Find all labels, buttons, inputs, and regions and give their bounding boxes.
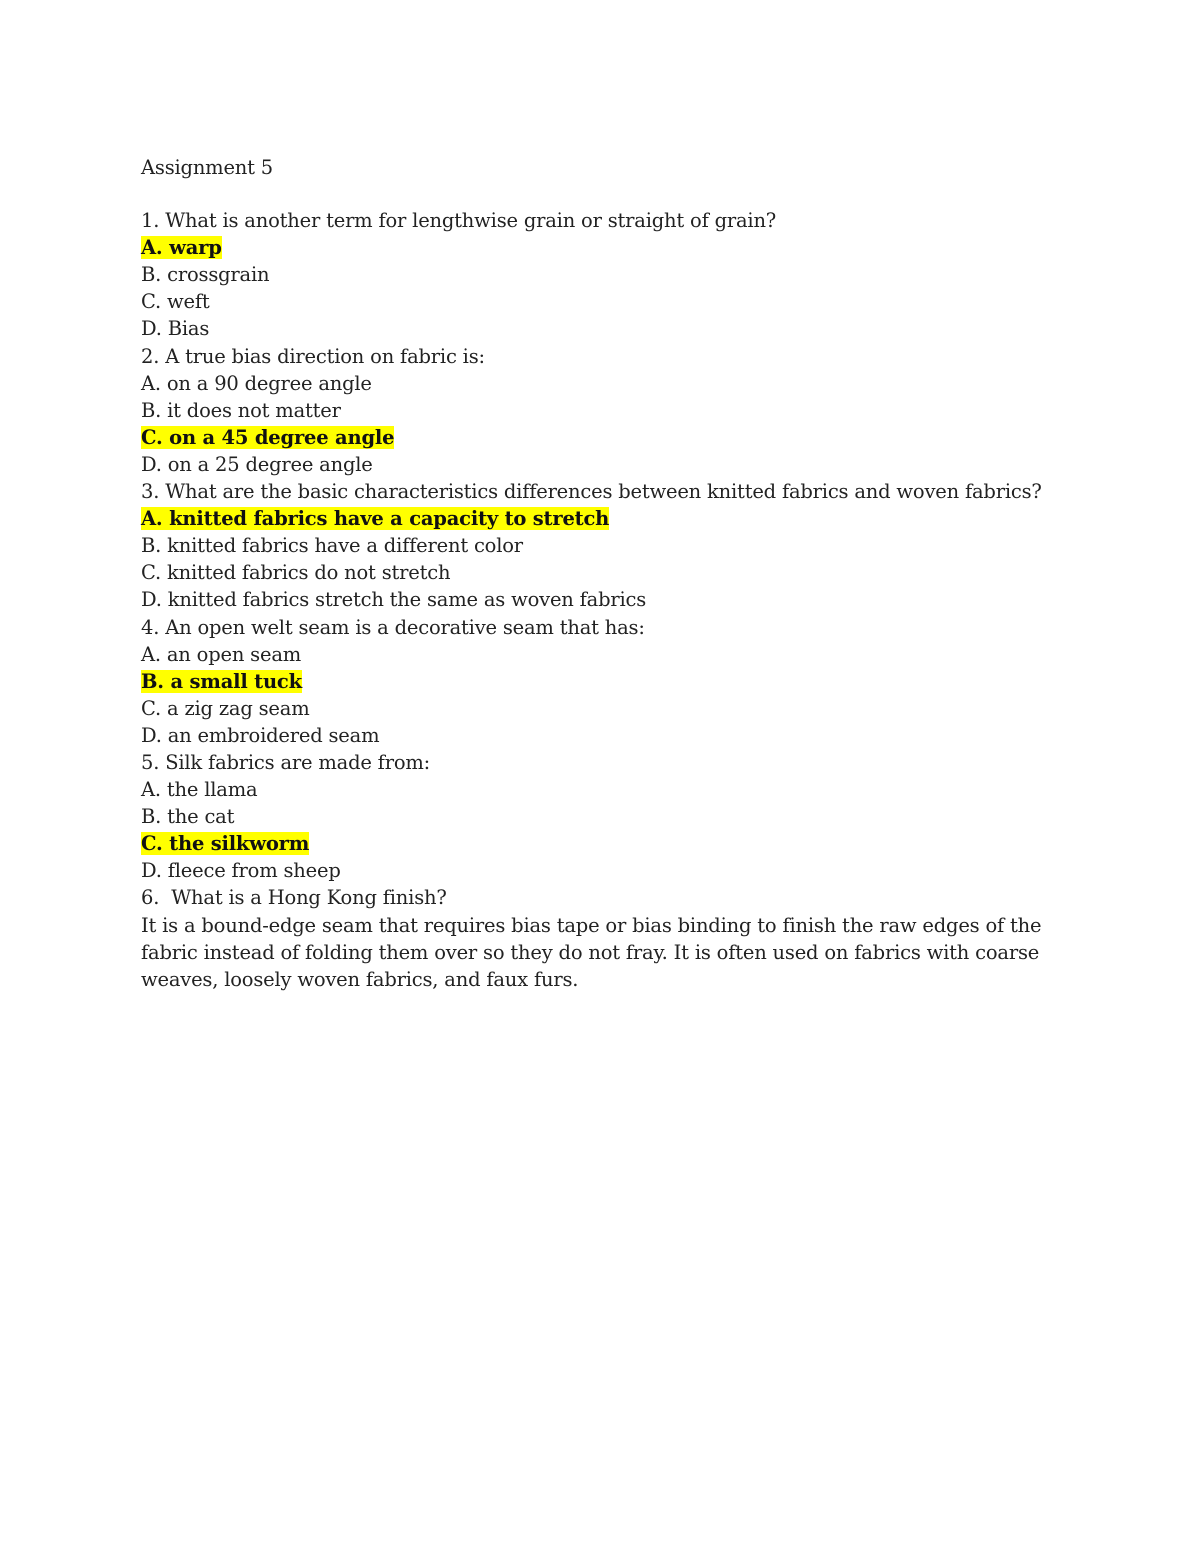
question-4-option-b: B. a small tuck [141,669,302,693]
question-2: 2. A true bias direction on fabric is: [141,344,485,368]
question-6: 6. What is a Hong Kong finish? [141,886,447,910]
question-3-option-a: A. knitted fabrics have a capacity to stretch [141,507,610,531]
question-1-option-c: C. weft [141,290,210,314]
question-4: 4. An open welt seam is a decorative seam that has: [141,615,645,639]
question-5-option-b: B. the cat [141,805,235,829]
document-title: Assignment 5 [141,156,274,179]
question-1: 1. What is another term for lengthwise grain or straight of grain? [141,209,777,233]
question-5-option-d: D. fleece from sheep [141,859,341,883]
question-2-option-d: D. on a 25 degree angle [141,452,373,476]
question-3-option-b: B. knitted fabrics have a different color [141,534,523,558]
question-3: 3. What are the basic characteristics differences between knitted fabrics and woven fabrics? [141,480,1042,504]
assignment-content [141,154,1061,993]
question-6-answer: It is a bound-edge seam that requires bias tape or bias binding to finish the raw edges of the fabric instead of folding them over so they do not fray. It is often used on fabrics with coarse weaves, loosely woven fabrics, and faux furs. [141,913,1042,991]
question-5-option-c: C. the silkworm [141,832,310,856]
question-1-option-b: B. crossgrain [141,263,270,287]
question-5: 5. Silk fabrics are made from: [141,750,431,774]
question-5-option-a: A. the llama [141,778,258,802]
question-3-option-c: C. knitted fabrics do not stretch [141,561,451,585]
question-3-option-d: D. knitted fabrics stretch the same as woven fabrics [141,588,647,612]
question-4-option-d: D. an embroidered seam [141,723,380,747]
question-2-option-b: B. it does not matter [141,398,341,422]
question-4-option-a: A. an open seam [141,642,302,666]
question-1-option-d: D. Bias [141,317,210,341]
question-4-option-c: C. a zig zag seam [141,696,310,720]
question-2-option-a: A. on a 90 degree angle [141,371,372,395]
question-2-option-c: C. on a 45 degree angle [141,425,395,449]
question-1-option-a: A. warp [141,236,222,260]
